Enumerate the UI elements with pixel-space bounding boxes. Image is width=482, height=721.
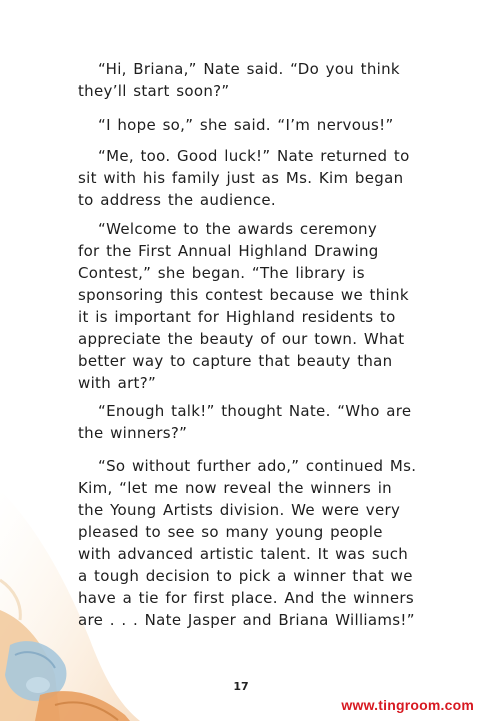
text-line: “Welcome to the awards ceremony xyxy=(98,220,378,238)
paragraph xyxy=(78,400,411,444)
text-line: Kim, “let me now reveal the winners in xyxy=(78,479,392,497)
text-line: pleased to see so many young people xyxy=(78,523,383,541)
text-line: “Enough talk!” thought Nate. “Who are xyxy=(98,402,412,420)
text-line: a tough decision to pick a winner that we xyxy=(78,567,413,585)
page-number: 17 xyxy=(233,680,249,693)
text-line: Contest,” she began. “The library is xyxy=(78,264,365,282)
text-line: “So without further ado,” continued Ms. xyxy=(98,457,417,475)
text-line: it is important for Highland residents to xyxy=(78,308,396,326)
paragraph xyxy=(78,218,409,394)
paragraph xyxy=(78,114,394,136)
text-line: to address the audience. xyxy=(78,191,276,209)
text-line: “Hi, Briana,” Nate said. “Do you think xyxy=(98,60,400,78)
text-line: “I hope so,” she said. “I’m nervous!” xyxy=(98,116,394,134)
text-line: the Young Artists division. We were very xyxy=(78,501,401,519)
text-line: for the First Annual Highland Drawing xyxy=(78,242,379,260)
paragraph xyxy=(78,58,400,102)
text-line: sit with his family just as Ms. Kim began xyxy=(78,169,404,187)
text-line: better way to capture that beauty than xyxy=(78,352,393,370)
text-line: the winners?” xyxy=(78,424,188,442)
text-line: have a tie for first place. And the winners xyxy=(78,589,414,607)
text-line: “Me, too. Good luck!” Nate returned to xyxy=(98,147,410,165)
watermark-url: www.tingroom.com xyxy=(341,697,474,713)
text-line: with advanced artistic talent. It was such xyxy=(78,545,409,563)
text-line: they’ll start soon?” xyxy=(78,82,230,100)
paragraph xyxy=(78,145,410,211)
text-line: are . . . Nate Jasper and Briana Williams!” xyxy=(78,611,415,629)
text-line: sponsoring this contest because we think xyxy=(78,286,409,304)
text-line: appreciate the beauty of our town. What xyxy=(78,330,405,348)
text-line: with art?” xyxy=(78,374,157,392)
paragraph xyxy=(78,455,416,631)
